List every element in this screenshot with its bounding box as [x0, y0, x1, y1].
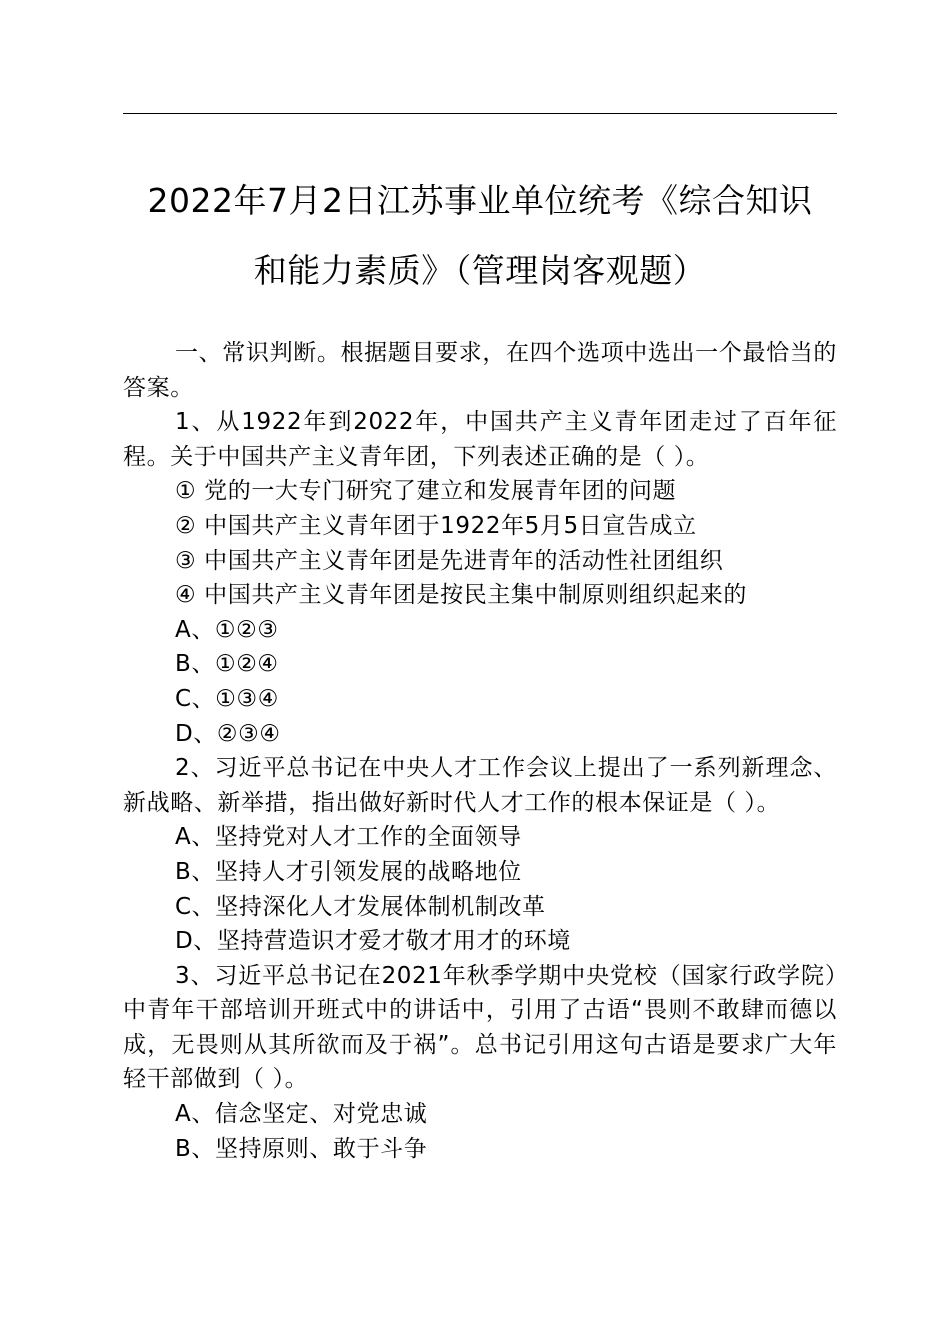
header-rule [123, 113, 837, 114]
question-1-option-c: C、①③④ [175, 685, 279, 712]
question-2-option-b: B、坚持人才引领发展的战略地位 [175, 858, 522, 885]
question-1-option-b: B、①②④ [175, 651, 279, 678]
question-3-option-a: A、信念坚定、对党忠诚 [175, 1101, 428, 1128]
question-2-option-c: C、坚持深化人才发展体制机制改革 [175, 893, 546, 920]
question-2-option-d: D、坚持营造识才爱才敬才用才的环境 [175, 928, 571, 955]
question-1-option-d: D、②③④ [175, 720, 281, 747]
question-1-statement-2: ② 中国共产主义青年团于1922年5月5日宣告成立 [175, 512, 697, 539]
section-heading: 一、常识判断。根据题目要求，在四个选项中选出一个最恰当的答案。 [123, 340, 837, 401]
question-1-option-a: A、①②③ [175, 616, 279, 643]
question-2-stem: 2、习近平总书记在中央人才工作会议上提出了一系列新理念、新战略、新举措，指出做好新时代人才工作的根本保证是（ ）。 [123, 755, 837, 816]
document-body [123, 336, 837, 1166]
question-1-statement-4: ④ 中国共产主义青年团是按民主集中制原则组织起来的 [175, 582, 747, 609]
question-1-statement-1: ① 党的一大专门研究了建立和发展青年团的问题 [175, 478, 677, 505]
title-line-2: 和能力素质》（管理岗客观题） [253, 251, 707, 290]
question-3-option-b: B、坚持原则、敢于斗争 [175, 1135, 428, 1162]
question-2-option-a: A、坚持党对人才工作的全面领导 [175, 824, 522, 851]
question-3-stem: 3、习近平总书记在2021年秋季学期中央党校（国家行政学院）中青年干部培训开班式中的讲话中，引用了古语“畏则不敢肆而德以成，无畏则从其所欲而及于祸”。总书记引用这句古语是要求广大年轻干部做到（ ）。 [123, 962, 837, 1093]
question-1-statement-3: ③ 中国共产主义青年团是先进青年的活动性社团组织 [175, 547, 724, 574]
page-title [123, 166, 837, 306]
title-line-1: 2022年7月2日江苏事业单位统考《综合知识 [147, 181, 813, 220]
question-1-stem: 1、从1922年到2022年，中国共产主义青年团走过了百年征程。关于中国共产主义青年团，下列表述正确的是（ ）。 [123, 409, 837, 470]
